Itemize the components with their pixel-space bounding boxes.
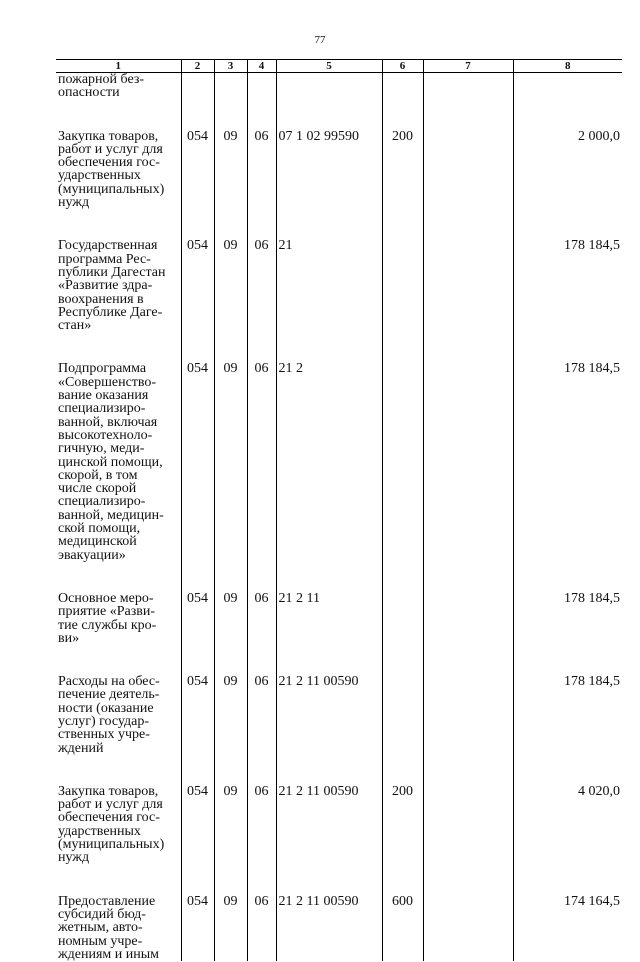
spacer-cell <box>181 209 214 239</box>
spacer-cell <box>276 755 382 785</box>
spacer-cell <box>382 209 423 239</box>
expense-type-code: 600 <box>382 895 423 961</box>
column-header: 8 <box>513 60 622 73</box>
expense-type-code: 200 <box>382 785 423 865</box>
item-name-line: цинской помощи, <box>58 454 163 470</box>
expense-type-code <box>382 239 423 332</box>
column-header: 4 <box>247 60 276 73</box>
spacer-cell <box>276 562 382 592</box>
target-article-code: 21 <box>276 239 382 332</box>
spacer-cell <box>423 209 513 239</box>
section-code: 09 <box>214 895 247 961</box>
spacer-cell <box>513 755 622 785</box>
spacer-cell <box>214 645 247 675</box>
item-name <box>56 73 181 100</box>
table-body <box>56 73 622 962</box>
item-name-line: работ и услуг для <box>58 797 163 813</box>
spacer-cell <box>423 645 513 675</box>
table-row <box>56 362 622 561</box>
section-code: 09 <box>214 362 247 561</box>
amount-cell: 178 184,5 <box>513 592 622 645</box>
spacer-cell <box>214 562 247 592</box>
column-7-cell <box>423 362 513 561</box>
section-code: 09 <box>214 592 247 645</box>
spacer-cell <box>276 645 382 675</box>
item-name-line: Подпрограмма <box>58 361 147 377</box>
spacer-cell <box>513 209 622 239</box>
amount-cell: 178 184,5 <box>513 362 622 561</box>
amount-cell: 178 184,5 <box>513 239 622 332</box>
spacer-cell <box>247 562 276 592</box>
spacer-cell <box>513 562 622 592</box>
spacer-cell <box>247 100 276 130</box>
table-row <box>56 675 622 755</box>
spacer-cell <box>423 755 513 785</box>
item-name-line: Расходы на обес- <box>58 674 160 690</box>
amount-cell: 174 164,5 <box>513 895 622 961</box>
item-name-line: воохранения в <box>58 291 144 307</box>
item-name-line: ванной, медицин- <box>58 507 164 523</box>
section-code: 09 <box>214 675 247 755</box>
spacer-cell <box>56 865 181 895</box>
spacer-cell <box>214 755 247 785</box>
item-name-line: опасности <box>58 85 120 101</box>
item-name-line: гичную, меди- <box>58 441 145 457</box>
item-name-line: ности (оказание <box>58 700 154 716</box>
page-number: 77 <box>314 34 326 46</box>
column-header: 6 <box>382 60 423 73</box>
item-name-line: приятие «Разви- <box>58 604 156 620</box>
column-7-cell <box>423 73 513 100</box>
column-header: 5 <box>276 60 382 73</box>
budget-table <box>56 59 622 961</box>
section-code: 09 <box>214 785 247 865</box>
item-name-line: субсидий бюд- <box>58 906 146 922</box>
spacer-cell <box>181 645 214 675</box>
column-header: 2 <box>181 60 214 73</box>
expense-type-code <box>382 675 423 755</box>
item-name-line: ждениям и иным <box>58 946 160 962</box>
item-name-line: вание оказания <box>58 388 149 404</box>
item-name-line: Предоставление <box>58 893 156 909</box>
spacer-cell <box>181 100 214 130</box>
column-7-cell <box>423 130 513 210</box>
item-name-line: публики Дагестан <box>58 264 166 280</box>
column-header: 1 <box>56 60 181 73</box>
ministry-code: 054 <box>181 895 214 961</box>
spacer-cell <box>423 100 513 130</box>
spacer-cell <box>56 562 181 592</box>
section-code: 09 <box>214 130 247 210</box>
column-7-cell <box>423 239 513 332</box>
spacer-cell <box>214 865 247 895</box>
item-name-line: Государственная <box>58 238 158 254</box>
spacer-cell <box>276 100 382 130</box>
spacer-cell <box>423 562 513 592</box>
amount-cell: 4 020,0 <box>513 785 622 865</box>
item-name-line: «Совершенство- <box>58 374 157 390</box>
spacer-cell <box>382 562 423 592</box>
spacer-cell <box>276 332 382 362</box>
spacer-cell <box>513 645 622 675</box>
target-article-code: 21 2 11 <box>276 592 382 645</box>
expense-type-code <box>382 592 423 645</box>
item-name-line: ванной, включая <box>58 414 158 430</box>
item-name <box>56 362 181 561</box>
item-name-line: работ и услуг для <box>58 141 163 157</box>
item-name-line: Республике Даге- <box>58 304 163 320</box>
subsection-code: 06 <box>247 675 276 755</box>
spacer-cell <box>56 209 181 239</box>
expense-type-code <box>382 73 423 100</box>
item-name <box>56 239 181 332</box>
item-name-line: ударственных <box>58 168 141 184</box>
spacer-cell <box>423 865 513 895</box>
item-name-line: услуг) государ- <box>58 713 149 729</box>
item-name-line: пожарной без- <box>58 72 145 87</box>
spacer-cell <box>276 865 382 895</box>
table-row <box>56 785 622 865</box>
spacer-cell <box>181 865 214 895</box>
item-name-line: печение деятель- <box>58 687 160 703</box>
spacer-cell <box>56 332 181 362</box>
subsection-code: 06 <box>247 895 276 961</box>
column-7-cell <box>423 785 513 865</box>
item-name-line: жетным, авто- <box>58 920 143 936</box>
amount-cell: 178 184,5 <box>513 675 622 755</box>
spacer-cell <box>214 332 247 362</box>
section-code <box>214 73 247 100</box>
amount-cell <box>513 73 622 100</box>
item-name-line: нужд <box>58 195 90 211</box>
column-header: 3 <box>214 60 247 73</box>
spacer-cell <box>382 755 423 785</box>
spacer-cell <box>382 332 423 362</box>
item-name-line: обеспечения гос- <box>58 810 160 826</box>
ministry-code: 054 <box>181 130 214 210</box>
spacer-cell <box>247 645 276 675</box>
section-code: 09 <box>214 239 247 332</box>
spacer-cell <box>247 755 276 785</box>
item-name-line: медицинской <box>58 534 137 550</box>
table-row <box>56 592 622 645</box>
ministry-code: 054 <box>181 675 214 755</box>
column-header: 7 <box>423 60 513 73</box>
column-7-cell <box>423 675 513 755</box>
subsection-code: 06 <box>247 592 276 645</box>
item-name-line: Закупка товаров, <box>58 128 159 144</box>
item-name <box>56 592 181 645</box>
spacer-cell <box>382 645 423 675</box>
ministry-code: 054 <box>181 239 214 332</box>
spacer-cell <box>513 865 622 895</box>
spacer-cell <box>513 100 622 130</box>
amount-cell: 2 000,0 <box>513 130 622 210</box>
table-row <box>56 73 622 100</box>
item-name-line: высокотехноло- <box>58 427 153 443</box>
spacer-cell <box>382 865 423 895</box>
row-spacer <box>56 645 622 675</box>
target-article-code: 21 2 <box>276 362 382 561</box>
ministry-code: 054 <box>181 592 214 645</box>
item-name-line: (муниципальных) <box>58 181 165 197</box>
target-article-code <box>276 73 382 100</box>
item-name-line: нужд <box>58 850 90 866</box>
spacer-cell <box>56 755 181 785</box>
item-name-line: специализиро- <box>58 494 146 510</box>
item-name-line: числе скорой <box>58 481 137 497</box>
item-name-line: тие службы кро- <box>58 617 157 633</box>
item-name-line: стан» <box>58 318 92 334</box>
row-spacer <box>56 865 622 895</box>
item-name-line: эвакуации» <box>58 547 126 563</box>
spacer-cell <box>181 562 214 592</box>
subsection-code: 06 <box>247 239 276 332</box>
row-spacer <box>56 332 622 362</box>
subsection-code: 06 <box>247 362 276 561</box>
item-name-line: ждений <box>58 740 104 756</box>
row-spacer <box>56 209 622 239</box>
subsection-code: 06 <box>247 785 276 865</box>
item-name-line: ской помощи, <box>58 521 141 537</box>
target-article-code: 21 2 11 00590 <box>276 895 382 961</box>
subsection-code: 06 <box>247 130 276 210</box>
table-row <box>56 130 622 210</box>
spacer-cell <box>423 332 513 362</box>
ministry-code <box>181 73 214 100</box>
item-name-line: номным учре- <box>58 933 143 949</box>
row-spacer <box>56 562 622 592</box>
item-name-line: ственных учре- <box>58 727 150 743</box>
item-name <box>56 675 181 755</box>
table-header-row <box>56 60 622 73</box>
spacer-cell <box>247 209 276 239</box>
expense-type-code <box>382 362 423 561</box>
item-name-line: специализиро- <box>58 401 146 417</box>
item-name <box>56 785 181 865</box>
row-spacer <box>56 755 622 785</box>
row-spacer <box>56 100 622 130</box>
item-name-line: программа Рес- <box>58 251 151 267</box>
subsection-code <box>247 73 276 100</box>
spacer-cell <box>513 332 622 362</box>
target-article-code: 21 2 11 00590 <box>276 785 382 865</box>
ministry-code: 054 <box>181 362 214 561</box>
item-name-line: Закупка товаров, <box>58 783 159 799</box>
spacer-cell <box>56 645 181 675</box>
item-name-line: ви» <box>58 630 80 646</box>
spacer-cell <box>382 100 423 130</box>
item-name-line: Основное меро- <box>58 590 154 606</box>
item-name-line: (муниципальных) <box>58 837 165 853</box>
spacer-cell <box>181 755 214 785</box>
target-article-code: 07 1 02 99590 <box>276 130 382 210</box>
item-name-line: скорой, в том <box>58 467 138 483</box>
spacer-cell <box>214 100 247 130</box>
spacer-cell <box>56 100 181 130</box>
spacer-cell <box>214 209 247 239</box>
ministry-code: 054 <box>181 785 214 865</box>
column-7-cell <box>423 592 513 645</box>
item-name-line: ударственных <box>58 823 141 839</box>
item-name <box>56 130 181 210</box>
table-row <box>56 239 622 332</box>
target-article-code: 21 2 11 00590 <box>276 675 382 755</box>
spacer-cell <box>247 865 276 895</box>
item-name-line: «Развитие здра- <box>58 278 153 294</box>
item-name-line: обеспечения гос- <box>58 155 160 171</box>
spacer-cell <box>181 332 214 362</box>
spacer-cell <box>276 209 382 239</box>
expense-type-code: 200 <box>382 130 423 210</box>
spacer-cell <box>247 332 276 362</box>
